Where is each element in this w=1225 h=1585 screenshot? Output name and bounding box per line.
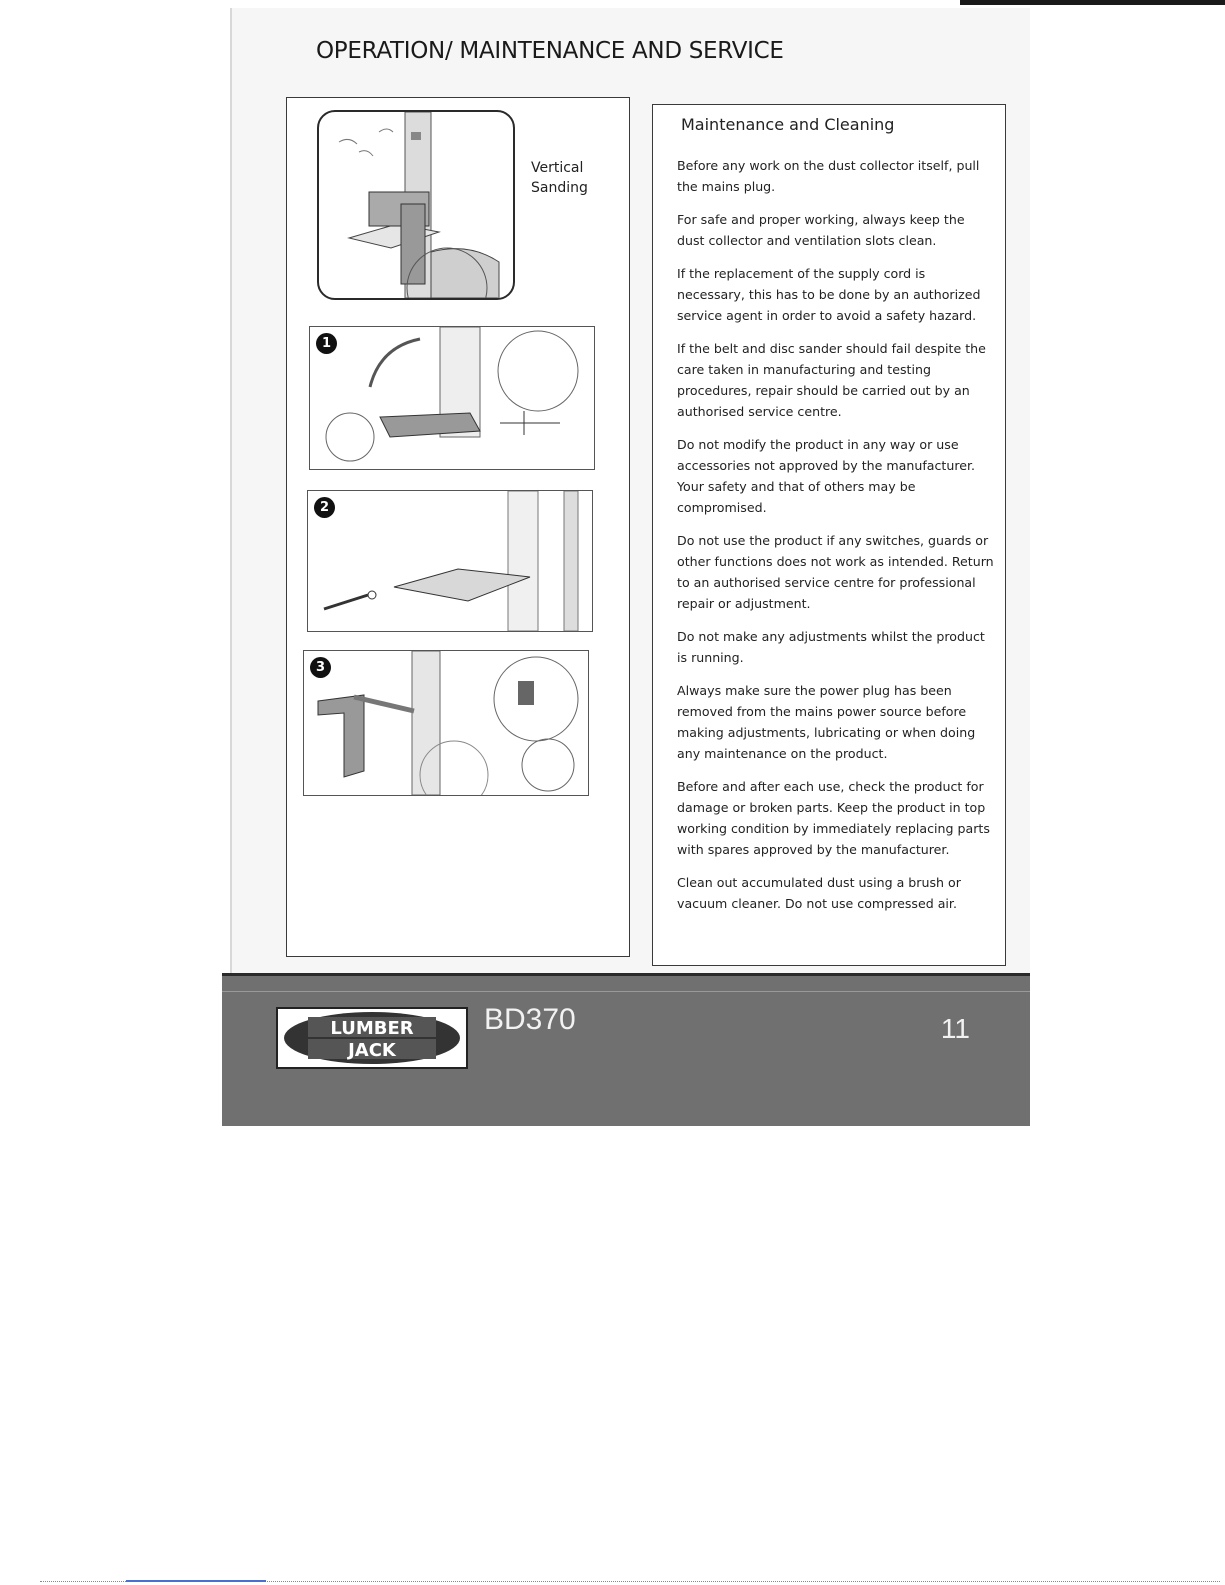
- maintenance-paragraph: Before and after each use, check the product for damage or broken parts. Keep the product in top working condition by immediately replacing parts with spares approved by the manufacturer.: [677, 779, 990, 857]
- vertical-sanding-illustration: [317, 110, 515, 300]
- scan-top-edge: [960, 0, 1225, 5]
- logo-text: JACK: [348, 1040, 396, 1061]
- figure-caption: Vertical Sanding: [531, 160, 588, 196]
- maintenance-panel: [652, 104, 1006, 966]
- maintenance-paragraph: Clean out accumulated dust using a brush or vacuum cleaner. Do not use compressed air.: [677, 875, 961, 911]
- step-number-badge: 2: [314, 497, 335, 518]
- figures-panel: [286, 97, 630, 957]
- bottom-link-underline: [126, 1580, 266, 1582]
- page-number: 11: [940, 1013, 970, 1044]
- maintenance-heading: Maintenance and Cleaning: [681, 115, 895, 134]
- manual-page: [232, 8, 1030, 1126]
- step-number-badge: 1: [316, 333, 337, 354]
- lumberjack-logo: [276, 1007, 468, 1069]
- footer-band: [222, 973, 1030, 1126]
- maintenance-paragraph: Always make sure the power plug has been removed from the mains power source before making adjustments, lubricating or when doing any maintenance on the product.: [677, 683, 976, 761]
- footer-divider: [222, 973, 1030, 976]
- step-1-illustration: [309, 326, 595, 470]
- step-2-illustration: [307, 490, 593, 632]
- maintenance-paragraph: If the belt and disc sander should fail despite the care taken in manufacturing and testing procedures, repair should be carried out by an authorised service centre.: [677, 341, 986, 419]
- maintenance-paragraph: Before any work on the dust collector itself, pull the mains plug.: [677, 158, 980, 194]
- maintenance-paragraph: If the replacement of the supply cord is necessary, this has to be done by an authorized service agent in order to avoid a safety hazard.: [677, 266, 981, 323]
- step-number-badge: 3: [310, 657, 331, 678]
- page-title: OPERATION/ MAINTENANCE AND SERVICE: [316, 38, 784, 64]
- logo-text: LUMBER: [330, 1018, 414, 1039]
- maintenance-paragraph: Do not use the product if any switches, guards or other functions does not work as intended. Return to an authorised service centre for professional repair or adjustment.: [677, 533, 994, 611]
- maintenance-paragraph: Do not modify the product in any way or use accessories not approved by the manufacturer. Your safety and that of others may be compromised.: [677, 437, 976, 515]
- maintenance-text: [677, 155, 995, 926]
- maintenance-paragraph: Do not make any adjustments whilst the product is running.: [677, 629, 985, 665]
- maintenance-paragraph: For safe and proper working, always keep the dust collector and ventilation slots clean.: [677, 212, 965, 248]
- model-number: BD370: [484, 1003, 576, 1036]
- step-3-illustration: [303, 650, 589, 796]
- footer-divider: [222, 991, 1030, 992]
